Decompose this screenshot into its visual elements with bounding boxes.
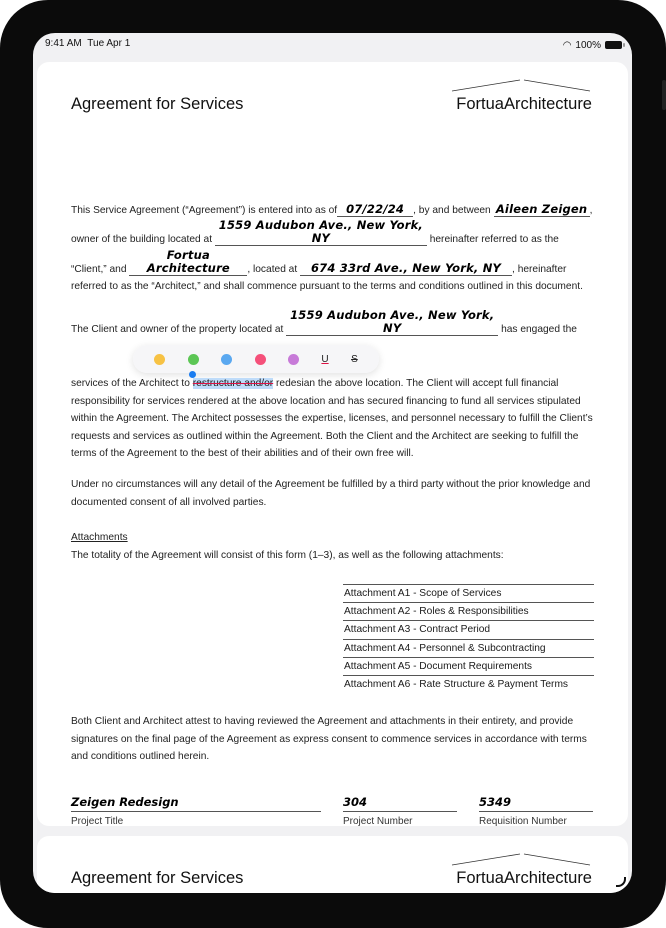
highlight-green-button[interactable] — [188, 354, 199, 365]
attachment-item: Attachment A4 - Personnel & Subcontracting — [343, 639, 594, 657]
third-party-paragraph: Under no circumstances will any detail of the Agreement be fulfilled by a third party without the prior knowledge and documented consent of all involved parties. — [71, 479, 591, 508]
battery-icon — [605, 41, 622, 49]
strikethrough-button[interactable]: S — [351, 353, 358, 365]
attachments-list — [343, 584, 594, 693]
attachments-heading: Attachments — [71, 532, 128, 544]
signature-fields — [71, 795, 594, 827]
attestation-paragraph: Both Client and Architect attest to having reviewed the Agreement and attachments in their entirety, and provide signatures on the final page of the Agreement as express consent to commence services in accordance with terms and conditions outlined herein. — [71, 716, 587, 763]
engagement-paragraph: U S The Client and owner of the property located at 1559 Audubon Ave., New York, NY has engaged the services of the Architect to restructure and/or redesian the above location. The Client will accept full financial responsibility for services rendered at the above location and has secured financing to fund all services stipulated within the Agreement. The Architect possesses the expertise, licenses, and personnel necessary to fulfill the Client’s requests and services as outlined within the Agreement. Both the Client and the Architect are seeking to fulfill the terms of the Agreement to the best of their abilities and of their own free will. — [71, 307, 593, 460]
page-title: Agreement for Services — [71, 869, 244, 887]
status-bar — [45, 38, 622, 52]
selected-text[interactable]: restructure and/or — [192, 378, 274, 390]
project-title-field[interactable]: Zeigen Redesign Project Title — [71, 795, 321, 827]
document-page — [37, 62, 628, 826]
requisition-number-field[interactable]: 5349 Requisition Number — [479, 795, 593, 827]
company-logo: FortuaArchitecture — [456, 869, 592, 887]
attachment-item: Attachment A5 - Document Requirements — [343, 657, 594, 675]
highlight-blue-button[interactable] — [221, 354, 232, 365]
battery-percent: 100% — [575, 39, 601, 51]
underline-button[interactable]: U — [321, 353, 329, 365]
page-title: Agreement for Services — [71, 95, 244, 113]
attachment-item: Attachment A1 - Scope of Services — [343, 584, 594, 602]
architect-address-field[interactable]: 674 33rd Ave., New York, NY — [300, 262, 512, 276]
property-address-field[interactable]: 1559 Audubon Ave., New York, NY — [286, 309, 498, 336]
attachment-item: Attachment A3 - Contract Period — [343, 620, 594, 638]
markup-toolbar — [133, 345, 379, 373]
document-body — [71, 202, 594, 827]
logo-roof-icon — [450, 853, 592, 867]
highlight-pink-button[interactable] — [255, 354, 266, 365]
toolbar-row — [71, 343, 594, 375]
highlight-yellow-button[interactable] — [154, 354, 165, 365]
intro-paragraph: This Service Agreement (“Agreement”) is entered into as of 07/22/24 , by and between Aileen Zeigen , owner of the building located at 1559 Audubon Ave., New York, NY hereinafter referred to as the “Client,” and Fortua Architecture , located at 674 33rd Ave., New York, NY , hereinafter referred to as the “Architect,” and shall commence pursuant to the terms and conditions outlined in this document. — [71, 202, 593, 293]
attachment-item: Attachment A2 - Roles & Responsibilities — [343, 602, 594, 620]
attachments-intro: The totality of the Agreement will consist of this form (1–3), as well as the following attachments: — [71, 549, 504, 561]
time: 9:41 AM — [45, 38, 82, 49]
logo-roof-icon — [450, 79, 592, 93]
company-logo: FortuaArchitecture — [456, 95, 592, 113]
architect-name-field[interactable]: Fortua Architecture — [129, 249, 247, 276]
client-address-field[interactable]: 1559 Audubon Ave., New York, NY — [215, 219, 427, 246]
attachment-item: Attachment A6 - Rate Structure & Payment Terms — [343, 675, 594, 693]
client-name-field[interactable]: Aileen Zeigen — [494, 203, 590, 217]
project-number-field[interactable]: 304 Project Number — [343, 795, 457, 827]
date: Tue Apr 1 — [87, 38, 131, 49]
side-button — [662, 80, 666, 110]
wifi-icon: ◠ — [562, 39, 572, 51]
highlight-purple-button[interactable] — [288, 354, 299, 365]
date-field[interactable]: 07/22/24 — [337, 203, 413, 217]
document-page-2 — [37, 836, 628, 893]
screen — [33, 33, 632, 893]
